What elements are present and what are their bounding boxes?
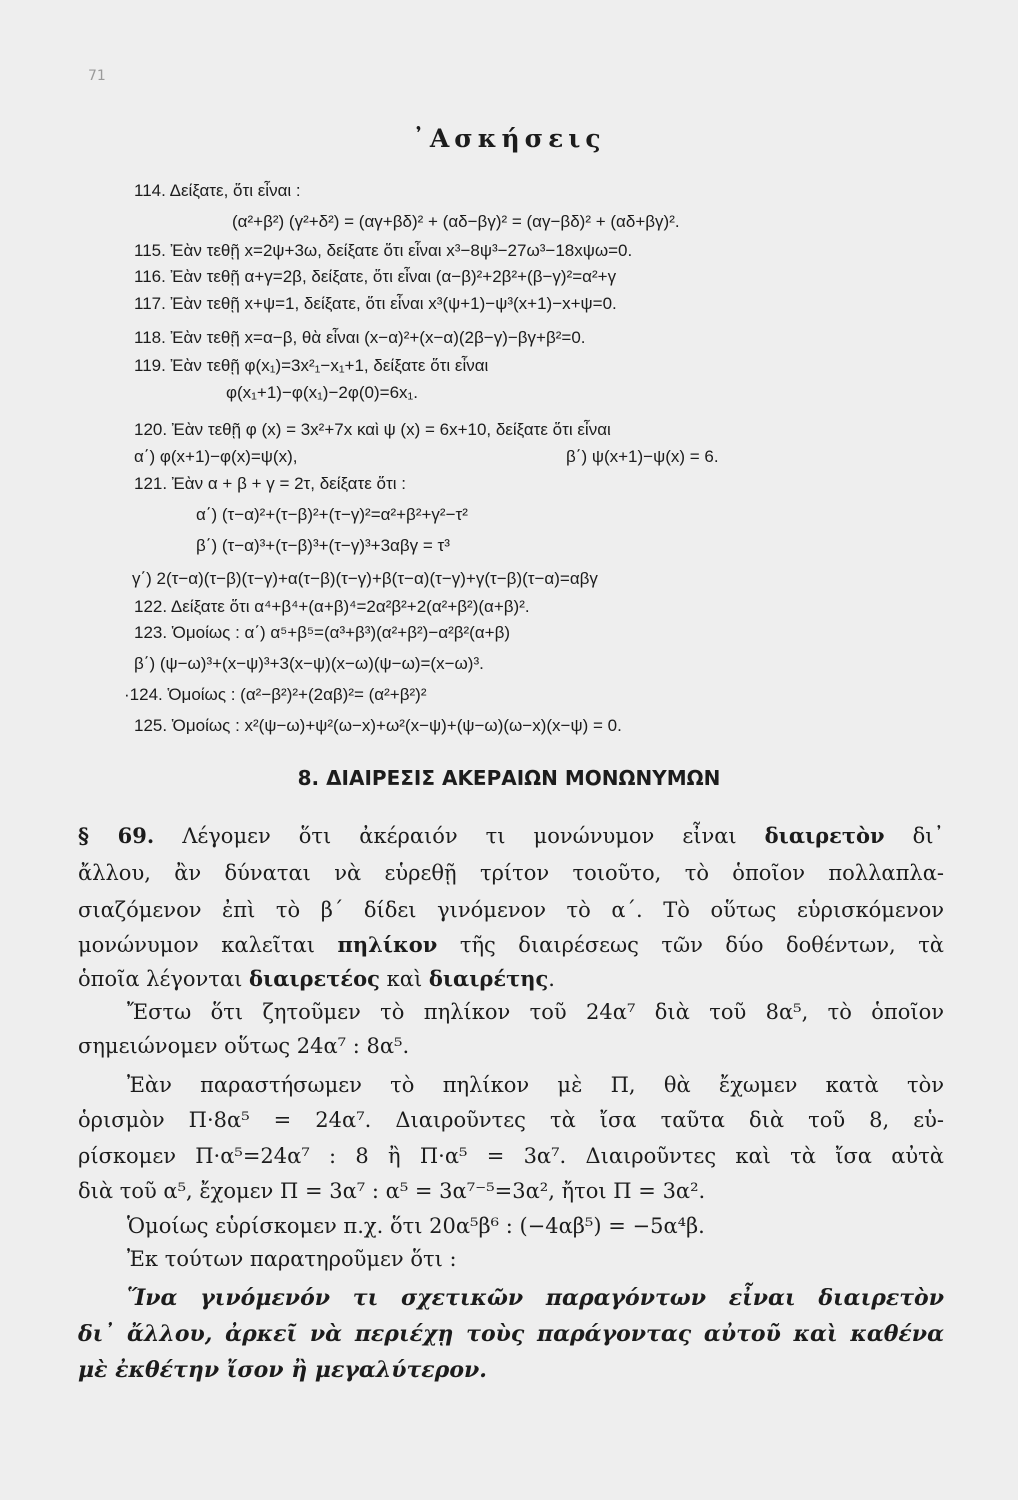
exercise-line: β΄) (ψ−ω)³+(x−ψ)³+3(x−ψ)(x−ω)(ψ−ω)=(x−ω)³. — [134, 654, 484, 673]
text-span: ὁποῖα λέγονται — [78, 967, 250, 991]
paragraph-line: ἄλλου, ἂν δύναται νὰ εὑρεθῇ τρίτον τοιοῦτο, τὸ ὁποῖον πολλαπλα- — [78, 861, 944, 885]
paragraph-line: ὁρισμὸν Π·8α⁵ = 24α⁷. Διαιροῦντες τὰ ἴσα ταῦτα διὰ τοῦ 8, εὑ- — [78, 1108, 944, 1132]
text-span: μονώνυμον καλεῖται — [78, 933, 338, 957]
exercise-line: ·124. Ὁμοίως : (α²−β²)²+(2αβ)²= (α²+β²)² — [124, 685, 427, 704]
exercise-line: 119. Ἐὰν τεθῇ φ(x₁)=3x²₁−x₁+1, δείξατε ὅτι εἶναι — [134, 356, 489, 375]
exercise-line: φ(x₁+1)−φ(x₁)−2φ(0)=6x₁. — [226, 383, 418, 402]
exercises-title: ᾿Ασκήσεις — [412, 124, 606, 153]
section-number: § 69. — [78, 823, 155, 848]
paragraph-line: σημειώνομεν οὕτως 24α⁷ : 8α⁵. — [78, 1034, 410, 1058]
exercise-line: 114. Δείξατε, ὅτι εἶναι : — [134, 181, 301, 200]
paragraph-line — [78, 931, 944, 959]
term-divisor: διαιρέτης — [428, 966, 549, 991]
paragraph-line: Ἐκ τούτων παρατηροῦμεν ὅτι : — [127, 1247, 457, 1271]
paragraph-line — [78, 822, 944, 850]
conclusion-line: δι᾿ ἄλλου, ἀρκεῖ νὰ περιέχῃ τοὺς παράγοντας αὐτοῦ καὶ καθένα — [78, 1321, 944, 1347]
exercise-line: 116. Ἐὰν τεθῇ α+γ=2β, δείξατε, ὅτι εἶναι (α−β)²+2β²+(β−γ)²=α²+γ — [134, 267, 617, 286]
conclusion-line: Ἵνα γινόμενόν τι σχετικῶν παραγόντων εἶναι διαιρετὸν — [127, 1285, 944, 1311]
exercise-line: α΄) φ(x+1)−φ(x)=ψ(x), — [134, 447, 298, 466]
exercise-line: 122. Δείξατε ὅτι α⁴+β⁴+(α+β)⁴=2α²β²+2(α²+β²)(α+β)². — [134, 597, 530, 616]
exercise-line: 117. Ἐὰν τεθῇ x+ψ=1, δείξατε, ὅτι εἶναι x³(ψ+1)−ψ³(x+1)−x+ψ=0. — [134, 294, 617, 313]
exercise-line: (α²+β²) (γ²+δ²) = (αγ+βδ)² + (αδ−βγ)² = (αγ−βδ)² + (αδ+βγ)². — [232, 212, 680, 231]
text-span: δι᾿ — [884, 824, 944, 848]
exercise-line: β΄) ψ(x+1)−ψ(x) = 6. — [566, 447, 719, 466]
paragraph-line: Ἐὰν παραστήσωμεν τὸ πηλίκον μὲ Π, θὰ ἔχωμεν κατὰ τὸν — [127, 1073, 944, 1097]
text-span: τῆς διαιρέσεως τῶν δύο δοθέντων, τὰ — [437, 933, 944, 957]
text-span: καὶ — [379, 967, 429, 991]
exercise-line: γ΄) 2(τ−α)(τ−β)(τ−γ)+α(τ−β)(τ−γ)+β(τ−α)(τ−γ)+γ(τ−β)(τ−α)=αβγ — [132, 569, 598, 588]
text-span: . — [548, 967, 555, 991]
paragraph-line: ρίσκομεν Π·α⁵=24α⁷ : 8 ἢ Π·α⁵ = 3α⁷. Διαιροῦντες καὶ τὰ ἴσα αὐτὰ — [78, 1144, 944, 1168]
exercise-line: β΄) (τ−α)³+(τ−β)³+(τ−γ)³+3αβγ = τ³ — [196, 536, 450, 555]
paragraph-line: Ὁμοίως εὑρίσκομεν π.χ. ὅτι 20α⁵β⁶ : (−4αβ⁵) = −5α⁴β. — [127, 1214, 705, 1238]
term-divisible: διαιρετὸν — [764, 823, 885, 848]
exercise-line: 123. Ὁμοίως : α΄) α⁵+β⁵=(α³+β³)(α²+β²)−α²β²(α+β) — [134, 623, 511, 642]
exercise-line: 115. Ἐὰν τεθῇ x=2ψ+3ω, δείξατε ὅτι εἶναι x³−8ψ³−27ω³−18xψω=0. — [134, 241, 633, 260]
section-heading: 8. ΔΙΑΙΡΕΣΙΣ ΑΚΕΡΑΙΩΝ ΜΟΝΩΝΥΜΩΝ — [297, 766, 721, 790]
conclusion-line: μὲ ἐκθέτην ἴσον ἢ μεγαλύτερον. — [78, 1357, 487, 1383]
paragraph-line: Ἔστω ὅτι ζητοῦμεν τὸ πηλίκον τοῦ 24α⁷ διὰ τοῦ 8α⁵, τὸ ὁποῖον — [127, 1000, 944, 1024]
exercise-line: 125. Ὁμοίως : x²(ψ−ω)+ψ²(ω−x)+ω²(x−ψ)+(ψ−ω)(ω−x)(x−ψ) = 0. — [134, 716, 622, 735]
exercise-line: 120. Ἐὰν τεθῇ φ (x) = 3x²+7x καὶ ψ (x) = 6x+10, δείξατε ὅτι εἶναι — [134, 420, 611, 439]
page-number: 71 — [88, 68, 106, 84]
exercise-line: 121. Ἐὰν α + β + γ = 2τ, δείξατε ὅτι : — [134, 474, 406, 493]
exercise-line: 118. Ἐὰν τεθῇ x=α−β, θὰ εἶναι (x−α)²+(x−α)(2β−γ)−βγ+β²=0. — [134, 328, 586, 347]
term-dividend: διαιρετέος — [249, 966, 380, 991]
paragraph-line: διὰ τοῦ α⁵, ἔχομεν Π = 3α⁷ : α⁵ = 3α⁷⁻⁵=3α², ἤτοι Π = 3α². — [78, 1179, 706, 1203]
exercise-line: α΄) (τ−α)²+(τ−β)²+(τ−γ)²=α²+β²+γ²−τ² — [196, 505, 468, 524]
term-quotient: πηλίκον — [337, 932, 438, 957]
text-span: Λέγομεν ὅτι ἀκέραιόν τι μονώνυμον εἶναι — [154, 824, 765, 848]
paragraph-line — [78, 965, 555, 993]
paragraph-line: σιαζόμενον ἐπὶ τὸ β΄ δίδει γινόμενον τὸ α΄. Τὸ οὕτως εὑρισκόμενον — [78, 898, 944, 922]
